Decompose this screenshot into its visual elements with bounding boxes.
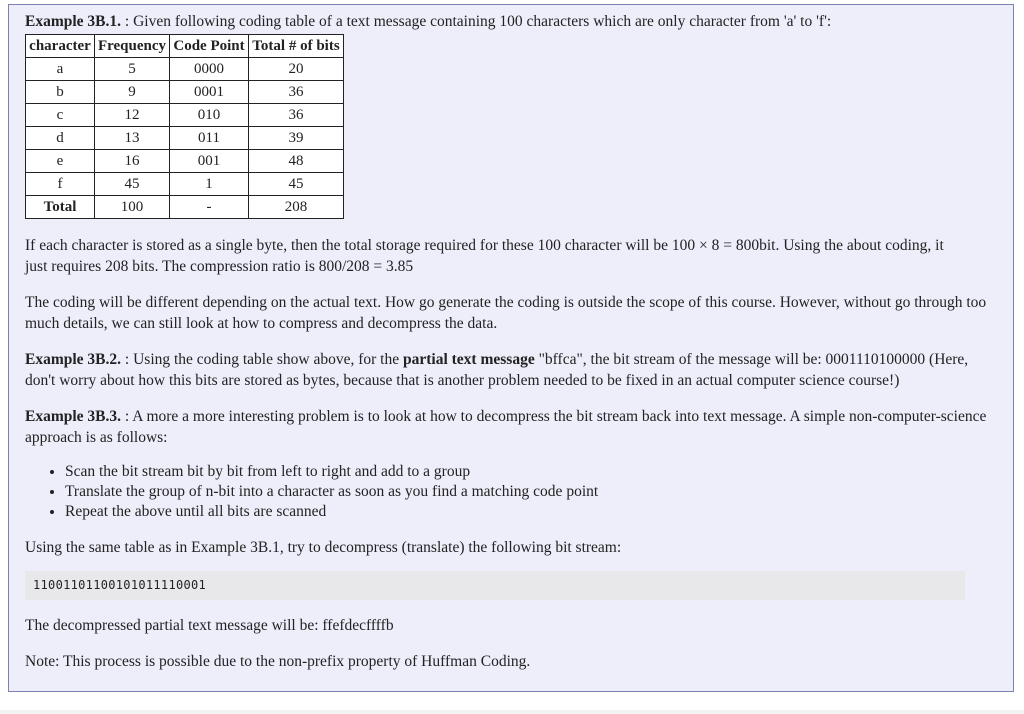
cell-character: b bbox=[26, 81, 95, 104]
cell-code-point: 001 bbox=[170, 150, 249, 173]
header-frequency: Frequency bbox=[95, 35, 170, 58]
example-3b2-text-1: : Using the coding table show above, for the bbox=[121, 351, 403, 368]
cell-code-point: 010 bbox=[170, 104, 249, 127]
table-row bbox=[26, 81, 344, 104]
cell-frequency: 13 bbox=[95, 127, 170, 150]
coding-scope-paragraph: The coding will be different depending on the actual text. How go generate the coding is outside the scope of this course. However, without go through too much details, we can still look at how to compress and decompress the data. bbox=[25, 294, 987, 332]
storage-line-2: just requires 208 bits. The compression ratio is 800/208 = 3.85 bbox=[25, 258, 414, 275]
instruction-paragraph: Using the same table as in Example 3B.1, try to decompress (translate) the following bit stream: bbox=[25, 539, 622, 556]
cell-character: a bbox=[26, 58, 95, 81]
cell-frequency: 9 bbox=[95, 81, 170, 104]
example-panel bbox=[8, 4, 1014, 692]
cell-code-point: 1 bbox=[170, 173, 249, 196]
table-row bbox=[26, 150, 344, 173]
example-3b2-text-2: "bffca", the bit stream of the message will be: 0001110100000 (Here, don't worry about how this bits are stored as bytes, because that is another problem needed to be fixed in an actual computer science course!) bbox=[25, 351, 969, 389]
answer-paragraph: The decompressed partial text message will be: ffefdecffffb bbox=[25, 617, 394, 634]
cell-total-bits: 48 bbox=[249, 150, 344, 173]
cell-total-bits: 45 bbox=[249, 173, 344, 196]
cell-total-bits: 36 bbox=[249, 104, 344, 127]
coding-table bbox=[25, 34, 344, 219]
header-code-point: Code Point bbox=[170, 35, 249, 58]
cell-character: e bbox=[26, 150, 95, 173]
cell-frequency: 45 bbox=[95, 173, 170, 196]
page-bottom-divider bbox=[0, 710, 1024, 714]
table-row bbox=[26, 173, 344, 196]
header-total-bits: Total # of bits bbox=[249, 35, 344, 58]
note-paragraph: Note: This process is possible due to the non-prefix property of Huffman Coding. bbox=[25, 653, 531, 670]
cell-character: d bbox=[26, 127, 95, 150]
table-row bbox=[26, 127, 344, 150]
list-item: • Scan the bit stream bit by bit from left to right and add to a group bbox=[65, 462, 997, 482]
cell-code-point: 0001 bbox=[170, 81, 249, 104]
cell-code-point: 011 bbox=[170, 127, 249, 150]
decompress-steps-list bbox=[25, 462, 997, 522]
list-item: • Repeat the above until all bits are scanned bbox=[65, 502, 997, 522]
cell-total-bits: 36 bbox=[249, 81, 344, 104]
storage-line-1: If each character is stored as a single byte, then the total storage required for these 100 character will be 100 × 8 = 800bit. Using the about coding, it bbox=[25, 237, 944, 254]
cell-total-bits: 208 bbox=[249, 196, 344, 219]
example-3b2-label: Example 3B.2. bbox=[25, 351, 122, 368]
example-3b2-paragraph bbox=[25, 349, 997, 391]
example-3b1-text: : Given following coding table of a text message containing 100 characters which are only character from 'a' to 'f': bbox=[121, 13, 832, 30]
table-total-row bbox=[26, 196, 344, 219]
cell-character: c bbox=[26, 104, 95, 127]
table-row bbox=[26, 104, 344, 127]
example-3b1-paragraph bbox=[25, 11, 997, 32]
cell-code-point: 0000 bbox=[170, 58, 249, 81]
example-3b1-label: Example 3B.1. bbox=[25, 13, 122, 30]
cell-frequency: 16 bbox=[95, 150, 170, 173]
cell-total-bits: 20 bbox=[249, 58, 344, 81]
example-3b3-text: : A more a more interesting problem is to look at how to decompress the bit stream back into text message. A simple non-computer-science approach is as follows: bbox=[25, 408, 987, 446]
cell-total-label: Total bbox=[26, 196, 95, 219]
example-3b2-emphasis: partial text message bbox=[402, 351, 535, 368]
cell-frequency: 100 bbox=[95, 196, 170, 219]
cell-code-point: - bbox=[170, 196, 249, 219]
storage-paragraph bbox=[25, 235, 997, 277]
cell-frequency: 12 bbox=[95, 104, 170, 127]
cell-total-bits: 39 bbox=[249, 127, 344, 150]
list-item: • Translate the group of n-bit into a character as soon as you find a matching code point bbox=[65, 482, 997, 502]
cell-character: f bbox=[26, 173, 95, 196]
cell-frequency: 5 bbox=[95, 58, 170, 81]
header-character: character bbox=[26, 35, 95, 58]
table-header-row bbox=[26, 35, 344, 58]
example-3b3-label: Example 3B.3. bbox=[25, 408, 122, 425]
bitstream-code-block: 11001101100101011110001 bbox=[25, 571, 965, 600]
example-3b3-paragraph bbox=[25, 406, 997, 448]
table-row bbox=[26, 58, 344, 81]
